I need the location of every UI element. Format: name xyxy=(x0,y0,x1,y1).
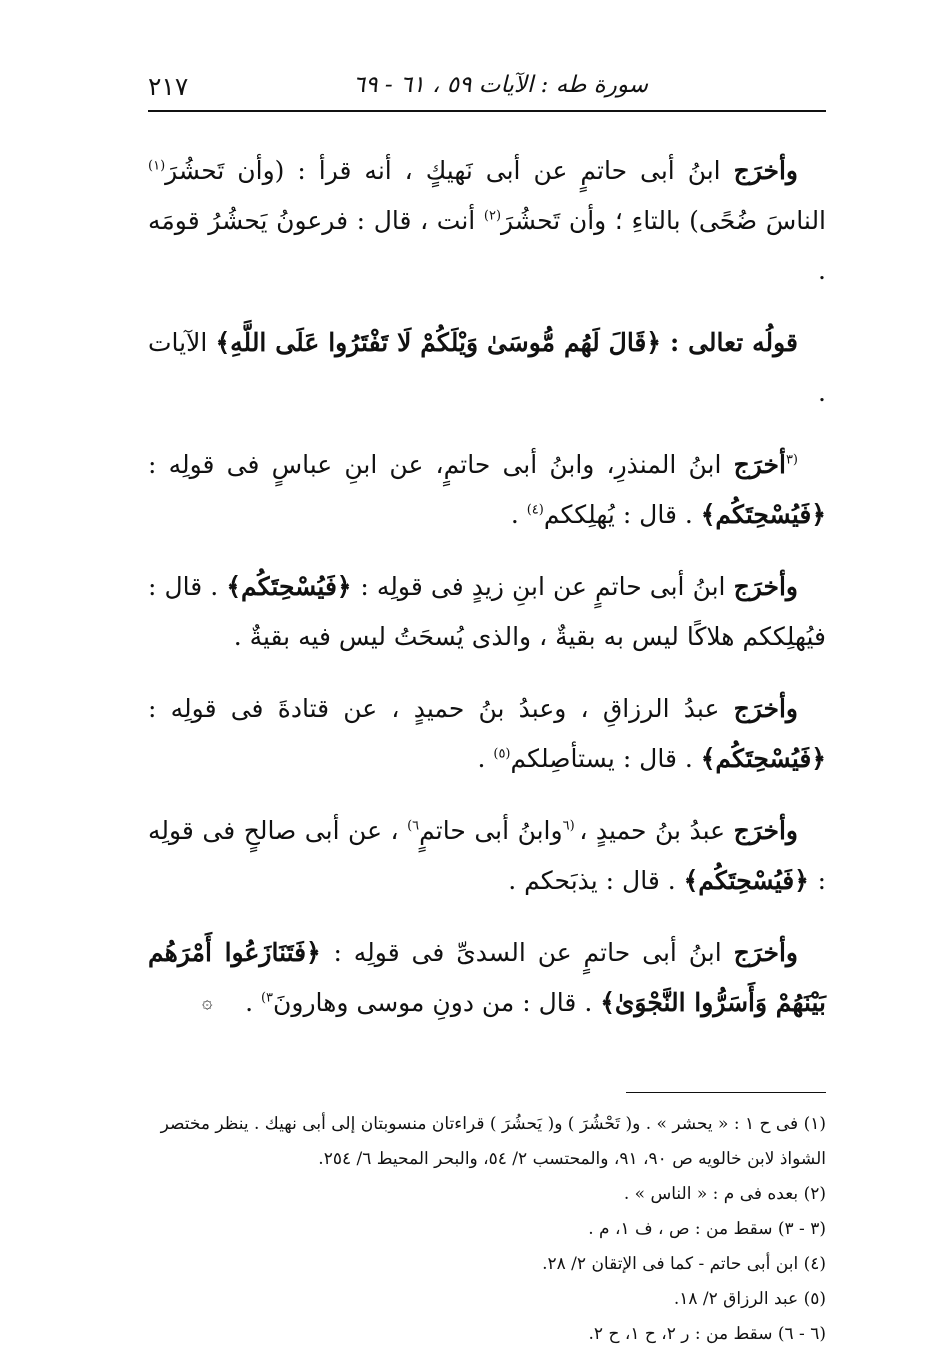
paragraph-text: ابنُ أبى حاتمٍ عن السدىِّ فى قولِه : xyxy=(333,938,734,967)
paragraph-text: . قال : فيُهلِككم هلاكًا ليس به بقيةٌ ، والذى يُسحَتُ ليس فيه بقيةٌ . xyxy=(148,572,826,651)
paragraph xyxy=(148,806,826,906)
book-page xyxy=(148,60,826,1352)
paragraph-text: . قال : من دونِ موسى وهارونَ xyxy=(273,988,601,1017)
paragraph-text: ابنُ المنذرِ، وابنُ أبى حاتمٍ، عن ابنِ عباسٍ فى قولِه : xyxy=(148,450,734,479)
paragraph xyxy=(148,684,826,784)
paragraph-lead: قولُه تعالى : xyxy=(669,328,798,357)
paragraph-text: . xyxy=(245,988,261,1017)
footnote-marker: (١) xyxy=(148,158,166,174)
paragraph-text: . xyxy=(510,500,527,529)
paragraph-text: الناسَ ضُحًى) بالتاءِ ؛ وأن تَحشُرَ xyxy=(501,206,827,235)
footnote-marker: (٦ xyxy=(562,818,580,834)
paragraph-text: ابنُ أبى حاتمٍ عن أبى نَهيكٍ ، أنه قرأ : (وأن تَحشُرَ xyxy=(165,156,734,185)
paragraph-lead: أخرَج xyxy=(733,450,786,479)
paragraph-text: ابنُ أبى حاتمٍ عن ابنِ زيدٍ فى قولِه : xyxy=(360,572,734,601)
main-text xyxy=(148,146,826,1028)
paragraph-lead: وأخرَج xyxy=(733,694,798,723)
quran-verse: ﴿فَيُسْحِتَكُم﴾ xyxy=(226,572,361,601)
paragraph-text: عبدُ الرزاقِ ، وعبدُ بنُ حميدٍ ، عن قتادةَ فى قولِه : xyxy=(148,694,734,723)
footnote-marker: (٤) xyxy=(526,502,544,518)
section-end-ornament-icon: ۞ xyxy=(202,992,213,1013)
footnote-divider xyxy=(626,1092,826,1093)
running-title: سورة طه : الآيات ٥٩ ، ٦١ - ٦٩ xyxy=(352,72,648,98)
quran-verse: ﴿فَيُسْحِتَكُم﴾ xyxy=(683,866,818,895)
quran-verse: ﴿فَيُسْحِتَكُم﴾ xyxy=(700,500,826,529)
footnote-item: (٤) ابن أبى حاتم - كما فى الإتقان ٢/ ٢٨. xyxy=(542,1254,826,1274)
paragraph-text: . قال : يستأصِلكم xyxy=(510,744,701,773)
paragraph-text: . xyxy=(477,744,494,773)
footnote-marker: (٣ xyxy=(785,452,798,468)
paragraph xyxy=(148,928,826,1028)
footnote-item: (١) فى ح ١ : « يحشر » . و( تَحْشُرَ ) و( يَحشُرَ ) قراءتان منسوبتان إلى أبى نهيك . ينظر مختصر الشواذ لابن خالويه ص ٩٠، ٩١، والمحتسب ٢/ ٥٤، والبحر المحيط ٦/ ٢٥٤. xyxy=(160,1114,826,1169)
footnote-marker: (٢) xyxy=(483,208,502,224)
footnote-item: (٢) بعده فى م : « الناس » . xyxy=(623,1184,826,1204)
paragraph xyxy=(148,318,826,418)
paragraph xyxy=(148,562,826,662)
quran-verse: ﴿فَتَنَازَعُوا أَمْرَهُم بَيْنَهُمْ وَأَسَرُّوا النَّجْوَىٰ﴾ xyxy=(148,938,826,1017)
footnote-item: (٥) عبد الرزاق ٢/ ١٨. xyxy=(673,1289,826,1309)
paragraph-lead: وأخرَج xyxy=(733,816,798,845)
footnote-marker: (٥) xyxy=(493,746,511,762)
paragraph-text: وابنُ أبى حاتمٍ xyxy=(419,816,563,845)
quran-verse: ﴿فَيُسْحِتَكُم﴾ xyxy=(700,744,826,773)
paragraph-text: عبدُ بنُ حميدٍ ، xyxy=(579,816,734,845)
page-number: ٢١٧ xyxy=(148,72,189,101)
footnote-marker: ٦) xyxy=(407,818,420,834)
footnote-marker: ٣) xyxy=(260,990,274,1006)
footnote-item: (٣ - ٣) سقط من : ص ، ف ١، م . xyxy=(588,1219,826,1239)
footnote-list xyxy=(148,1107,826,1352)
paragraph-text: أنت ، قال : فرعونُ يَحشُرُ قومَه . xyxy=(148,206,826,285)
footnotes-section xyxy=(148,1092,826,1352)
paragraph-text: الآيات . xyxy=(148,328,826,407)
footnote-item: (٦ - ٦) سقط من : ر ٢، ح ١، ح ٢. xyxy=(588,1324,826,1344)
paragraph-lead: وأخرَج xyxy=(733,938,798,967)
paragraph xyxy=(148,146,826,296)
paragraph-text: . قال : يُهلِككم xyxy=(543,500,701,529)
paragraph-lead: وأخرَج xyxy=(733,156,798,185)
quran-verse: ﴿قَالَ لَهُم مُّوسَىٰ وَيْلَكُمْ لَا تَفْتَرُوا عَلَى اللَّهِ﴾ xyxy=(215,328,670,357)
paragraph-text: . قال : يذبَحكم . xyxy=(508,866,684,895)
page-header xyxy=(148,60,826,112)
paragraph-text: ، عن أبى صالحٍ فى قولِه : xyxy=(148,816,826,895)
paragraph-lead: وأخرَج xyxy=(733,572,798,601)
paragraph xyxy=(148,440,826,540)
